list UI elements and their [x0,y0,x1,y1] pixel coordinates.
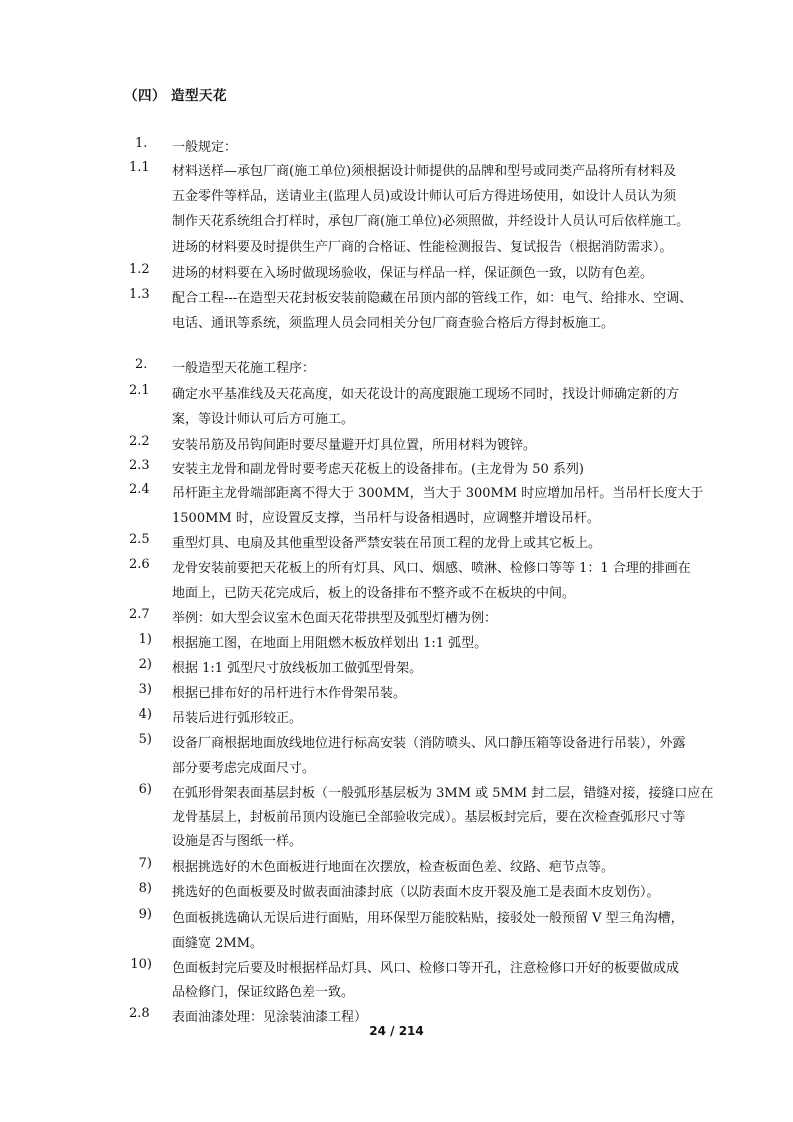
line-text: 一般规定： [172,140,238,155]
line-text: 进场的材料要及时提供生产厂商的合格证、性能检测报告、复试报告（根据消防需求）。 [172,240,673,255]
line-number: 1) [138,632,152,647]
line-number: 1.1 [129,160,150,175]
line-number: 2.1 [129,383,150,398]
line-number: 2. [135,357,148,372]
line-text: 龙骨基层上，封板前吊顶内设施已全部验收完成）。基层板封完后，要在次检查弧形尺寸等 [172,810,686,825]
section-title: 造型天花 [171,88,227,104]
line-text: 色面板挑选确认无误后进行面贴，用环保型万能胶粘贴，接驳处一般预留 V 型三角沟槽， [172,911,684,926]
line-text: 电话、通讯等系统，须监理人员会同相关分包厂商查验合格后方得封板施工。 [172,316,615,331]
line-text: 举例：如大型会议室木色面天花带拱型及弧型灯槽为例： [172,611,498,626]
line-number: 2.3 [129,458,150,473]
line-text: 设施是否与图纸一样。 [172,834,303,849]
line-number: 8) [138,881,152,896]
line-text: 1500MM 时，应设置反支撑，当吊杆与设备相遇时，应调整并增设吊杆。 [172,511,600,526]
line-number: 2.6 [129,557,150,572]
line-number: 2.5 [129,532,150,547]
line-text: 案，等设计师认可后方可施工。 [172,412,355,427]
line-number: 1. [135,136,148,151]
line-text: 部分要考虑完成面尺寸。 [172,761,316,776]
line-number: 1.3 [129,287,150,302]
line-text: 根据施工图，在地面上用阻燃木板放样划出 1:1 弧型。 [172,636,488,651]
line-text: 制作天花系统组合打样时，承包厂商(施工单位)必须照做，并经设计人员认可后依样施工。 [172,214,690,229]
line-number: 4) [138,707,152,722]
line-text: 吊装后进行弧形较正。 [172,711,303,726]
line-text: 面缝宽 2MM。 [172,936,264,951]
line-number: 2.8 [129,1006,150,1021]
line-number: 10) [130,957,152,972]
line-number: 2.4 [129,482,150,497]
line-text: 根据挑选好的木色面板进行地面在次摆放，检查板面色差、纹路、疤节点等。 [172,860,615,875]
line-text: 一般造型天花施工程序： [172,361,316,376]
line-text: 重型灯具、电扇及其他重型设备严禁安装在吊顶工程的龙骨上或其它板上。 [172,536,602,551]
line-number: 6) [138,782,152,797]
line-text: 在弧形骨架表面基层封板（一般弧形基层板为 3MM 或 5MM 封二层，错缝对接，接缝口应在 [172,786,714,801]
line-text: 挑选好的色面板要及时做表面油漆封底（以防表面木皮开裂及施工是表面木皮划伤）。 [172,885,660,900]
section-heading [124,84,227,104]
line-text: 根据 1:1 弧型尺寸放线板加工做弧型骨架。 [172,661,423,676]
line-number: 3) [138,682,152,697]
section-number: （四） [124,88,166,104]
line-number: 1.2 [129,262,150,277]
line-text: 龙骨安装前要把天花板上的所有灯具、风口、烟感、喷淋、检修口等等 1：1 合理的排画在 [172,561,691,576]
line-number: 7) [138,856,152,871]
line-text: 根据已排布好的吊杆进行木作骨架吊装。 [172,686,407,701]
line-text: 色面板封完后要及时根据样品灯具、风口、检修口等开孔，注意检修口开好的板要做成成 [172,961,680,976]
page-number: 24 / 214 [369,1024,424,1038]
line-text: 表面油漆处理：见涂装油漆工程） [172,1010,368,1025]
line-text: 配合工程---在造型天花封板安装前隐藏在吊顶内部的管线工作，如：电气、给排水、空调、 [172,291,693,306]
line-text: 设备厂商根据地面放线地位进行标高安装（消防喷头、风口静压箱等设备进行吊装），外露 [172,736,686,751]
line-text: 进场的材料要在入场时做现场验收，保证与样品一样，保证颜色一致，以防有色差。 [172,266,654,281]
line-number: 2.2 [129,434,150,449]
line-text: 确定水平基准线及天花高度，如天花设计的高度跟施工现场不同时，找设计师确定新的方 [172,387,680,402]
line-text: 安装主龙骨和副龙骨时要考虑天花板上的设备排布。(主龙骨为 50 系列) [172,462,584,477]
line-text: 五金零件等样品，送请业主(监理人员)或设计师认可后方得进场使用，如设计人员认为须 [172,189,677,204]
line-text: 地面上，已防天花完成后，板上的设备排布不整齐或不在板块的中间。 [172,586,576,601]
line-text: 品检修门，保证纹路色差一致。 [172,985,355,1000]
line-text: 材料送样—承包厂商(施工单位)须根据设计师提供的品牌和型号或同类产品将所有材料及 [172,164,677,179]
line-text: 吊杆距主龙骨端部距离不得大于 300MM，当大于 300MM 时应增加吊杆。当吊杆长度大于 [172,486,704,501]
line-text: 安装吊筋及吊钩间距时要尽量避开灯具位置，所用材料为镀锌。 [172,438,537,453]
line-number: 2.7 [129,607,150,622]
line-number: 5) [138,732,152,747]
line-number: 9) [138,907,152,922]
line-number: 2) [138,657,152,672]
